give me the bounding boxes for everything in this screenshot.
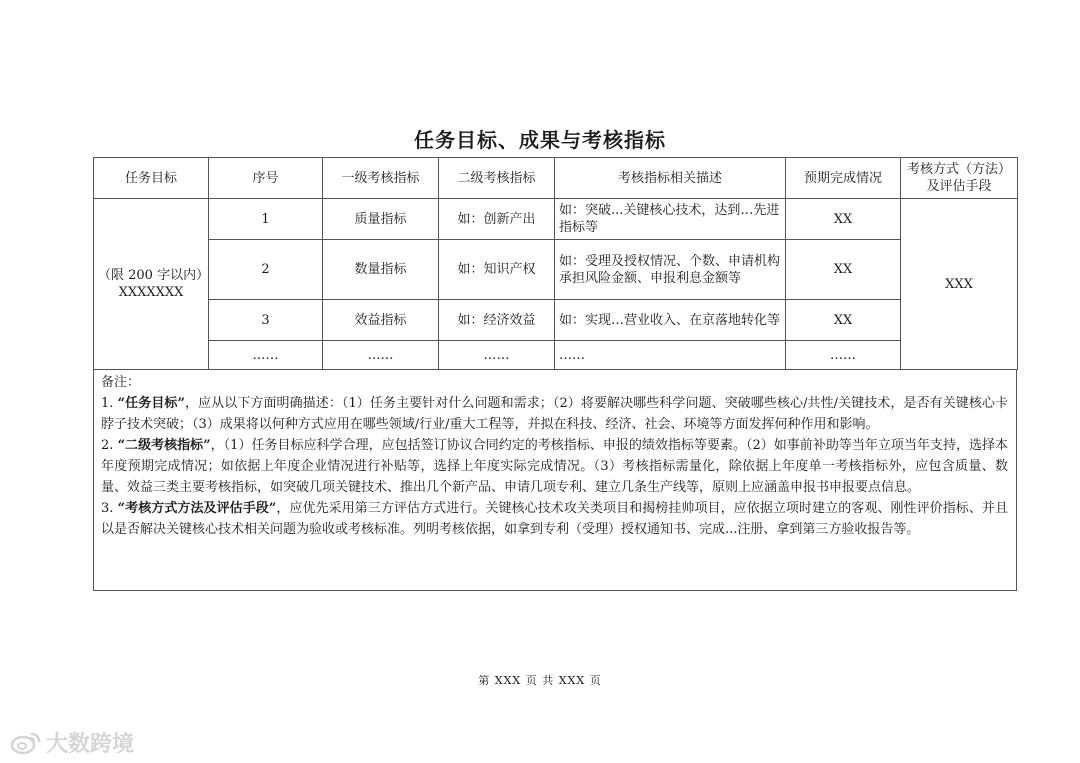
weibo-logo-icon <box>10 729 42 755</box>
assessment-method-cell: XXX <box>901 199 1018 370</box>
expected-completion: XX <box>786 199 901 240</box>
note-item <box>101 393 1008 435</box>
indicator-description: 如：突破...关键核心技术，达到…先进指标等 <box>555 199 786 240</box>
level1-indicator: 质量指标 <box>323 199 439 240</box>
note-text: ，应优先采用第三方评估方式进行。关键核心技术攻关类项目和揭榜挂帅项目，应依据立项时建立的客观、刚性评价指标、并且以是否解决关键核心技术相关问题为验收或考核标准。列明考核依据，如拿到专利（受理）授权通知书、完成...注册、拿到第三方验收报告等。 <box>101 501 1008 537</box>
header-cell: 二级考核指标 <box>439 158 555 199</box>
level1-indicator: 效益指标 <box>323 300 439 341</box>
note-number: 1. <box>101 396 114 411</box>
table-row <box>94 199 1018 240</box>
row-number: 3 <box>209 300 323 341</box>
header-row <box>94 158 1018 199</box>
note-text: ，应从以下方面明确描述：（1）任务主要针对什么问题和需求；（2）将要解决哪些科学问题、突破哪些核心/共性/关键技术，是否有关键核心卡脖子技术突破；（3）成果将以何种方式应用在哪些领域/行业/重大工程等，并拟在科技、经济、社会、环境等方面发挥何种作用和影响。 <box>101 396 1008 432</box>
goal-cell <box>94 199 209 370</box>
level1-indicator: 数量指标 <box>323 240 439 300</box>
indicator-description: 如：受理及授权情况、个数、申请机构承担风险金额、申报利息金额等 <box>555 240 786 300</box>
note-term: “任务目标” <box>117 396 185 411</box>
header-cell: 预期完成情况 <box>786 158 901 199</box>
note-item <box>101 498 1008 540</box>
note-term: “考核方式方法及评估手段” <box>117 501 277 516</box>
row-number: 2 <box>209 240 323 300</box>
notes-heading: 备注： <box>101 375 141 390</box>
goal-placeholder: XXXXXXX <box>118 285 184 300</box>
row-number: 1 <box>209 199 323 240</box>
level1-indicator: …… <box>323 341 439 370</box>
note-term: “二级考核指标” <box>117 438 211 453</box>
note-number: 3. <box>101 501 114 516</box>
indicator-description: 如：实现…营业收入、在京落地转化等 <box>555 300 786 341</box>
watermark <box>10 724 134 760</box>
expected-completion: XX <box>786 300 901 341</box>
expected-completion: …… <box>786 341 901 370</box>
note-item <box>101 435 1008 498</box>
header-cell: 序号 <box>209 158 323 199</box>
level2-indicator: 如：经济效益 <box>439 300 555 341</box>
note-text: ，（1）任务目标应科学合理，应包括签订协议合同约定的考核指标、申报的绩效指标等要素。（2）如事前补助等当年立项当年支持，选择本年度预期完成情况；如依据上年度企业情况进行补贴等，选择上年度实际完成情况。（3）考核指标需量化，除依据上年度单一考核指标外，应包含质量、数量、效益三类主要考核指标，如突破几项关键技术、推出几个新产品、申请几项专利、建立几条生产线等，原则上应涵盖申报书申报要点信息。 <box>101 438 1008 495</box>
header-cell: 考核方式（方法）及评估手段 <box>901 158 1018 199</box>
level2-indicator: …… <box>439 341 555 370</box>
page-number-footer: 第 XXX 页 共 XXX 页 <box>478 674 602 687</box>
indicator-table <box>93 157 1018 370</box>
page-title: 任务目标、成果与考核指标 <box>414 128 666 152</box>
goal-limit-text: （限 200 字以内） <box>98 268 210 283</box>
watermark-text: 大数跨境 <box>46 731 135 757</box>
table-row <box>94 240 1018 300</box>
header-cell: 一级考核指标 <box>323 158 439 199</box>
table-row <box>94 300 1018 341</box>
level2-indicator: 如：知识产权 <box>439 240 555 300</box>
table-row <box>94 341 1018 370</box>
notes-section <box>93 369 1017 591</box>
note-number: 2. <box>101 438 114 453</box>
indicator-description: …… <box>555 341 786 370</box>
expected-completion: XX <box>786 240 901 300</box>
level2-indicator: 如：创新产出 <box>439 199 555 240</box>
header-cell: 考核指标相关描述 <box>555 158 786 199</box>
row-number: …… <box>209 341 323 370</box>
header-cell: 任务目标 <box>94 158 209 199</box>
